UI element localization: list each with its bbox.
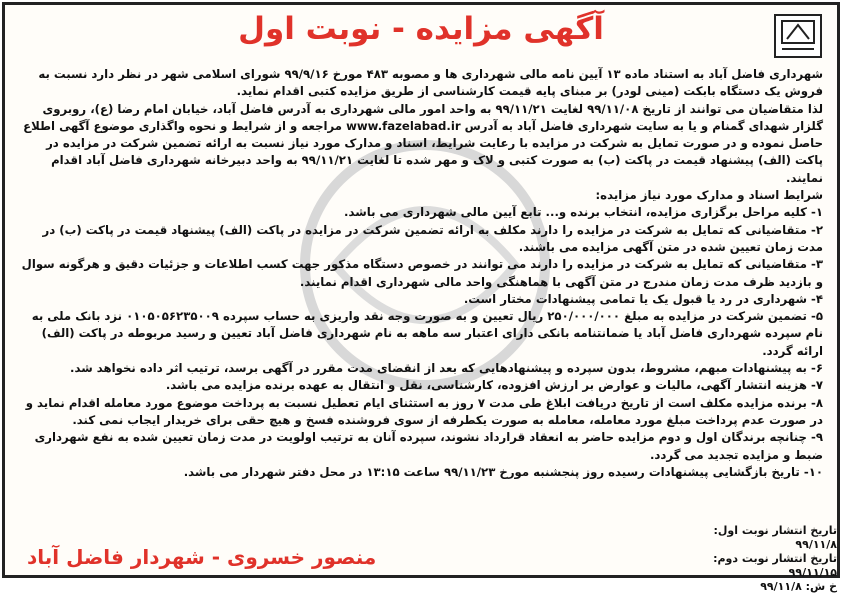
publication-code: خ ش: ۹۹/۱۱/۸	[760, 580, 837, 593]
second-publication-date: تاریخ انتشار نوبت دوم: ۹۹/۱۱/۱۵	[713, 552, 837, 579]
municipality-logo	[769, 11, 827, 61]
condition-item: ۲- متقاضیانی که تمایل به شرکت در مزایده را دارند مکلف به ارائه تضمین شرکت در مزایده در پاکت (الف) پیشنهاد قیمت در پاکت (ب) در مدت زمان تعیین شده در متن آگهی مزایده می باشند.	[42, 222, 823, 254]
condition-item: ۹- چنانچه برندگان اول و دوم مزایده حاضر به انعقاد قرارداد نشوند، سپرده آنان به ترتیب اولویت در مدت زمان تعیین شده به نفع شهرداری ضبط و مزایده تجدید می گردد.	[34, 430, 823, 462]
condition-item: ۵- تضمین شرکت در مزایده به مبلغ ۲۵۰/۰۰۰/۰۰۰ ریال تعیین و به صورت وجه نقد واریزی به حساب سپرده ۰۱۰۵۰۵۶۲۳۵۰۰۹ نزد بانک ملی به نام سپرده شهرداری فاضل آباد یا ضمانتنامه بانکی دارای اعتبار سه ماهه به نام شهرداری فاضل آباد تعیین و رسید مربوطه در پاکت (الف) ارائه گردد.	[31, 309, 823, 358]
conditions-heading: شرایط اسناد و مدارک مورد نیاز مزایده:	[595, 188, 823, 203]
first-publication-date: تاریخ انتشار نوبت اول: ۹۹/۱۱/۸	[713, 524, 837, 551]
condition-item: ۸- برنده مزایده مکلف است از تاریخ دریافت ابلاغ طی مدت ۷ روز به استثنای ایام تعطیل نسبت به پرداخت موضوع مورد معامله اقدام نماید و در صورت عدم پرداخت مبلغ مورد معامله، معامله به صورت یکطرفه از سوی فروشنده فسخ و هیچ حقی برای خریدار ایجاب نمی کند.	[25, 395, 823, 427]
condition-item: ۴- شهرداری در رد یا قبول یک یا تمامی پیشنهادات مختار است.	[463, 291, 823, 306]
condition-item: ۱۰- تاریخ بازگشایی پیشنهادات رسیده روز پنجشنبه مورخ ۹۹/۱۱/۲۳ ساعت ۱۳:۱۵ در محل دفتر شهردار می باشد.	[183, 464, 823, 479]
ad-frame	[2, 2, 840, 593]
intro-paragraph-1: شهرداری فاضل آباد به استناد ماده ۱۳ آیین نامه مالی شهرداری ها و مصوبه ۴۸۳ مورخ ۹۹/۹/۱۶ شورای اسلامی شهر در نظر دارد نسبت به فروش یک دستگاه بابکت (مینی لودر) بر مبنای پایه قیمت کارشناسی از طریق مزایده کتبی اقدام نماید.	[38, 67, 823, 99]
signature: منصور خسروی - شهردار فاضل آباد	[27, 545, 377, 569]
condition-item: ۶- به پیشنهادات مبهم، مشروط، بدون سپرده و پیشنهادهایی که بعد از انقضای مدت مقرر در آگهی برسد، ترتیب اثر داده نخواهد شد.	[70, 361, 823, 376]
ad-body	[17, 66, 823, 481]
condition-item: ۷- هزینه انتشار آگهی، مالیات و عوارض بر ارزش افزوده، کارشناسی، نقل و انتقال به عهده برنده مزایده می باشد.	[165, 378, 823, 393]
intro-paragraph-2: لذا متقاضیان می توانند از تاریخ ۹۹/۱۱/۰۸ لغایت ۹۹/۱۱/۲۱ به واحد امور مالی شهرداری به آدرس فاضل آباد، خیابان امام رضا (ع)، روبروی گلزار شهدای گمنام و یا به سایت شهرداری فاضل آباد به آدرس www.fazelabad.ir مراجعه و از شرایط و نحوه واگذاری موضوع آگهی اطلاع حاصل نموده و در صورت تمایل به شرکت در مزایده با رعایت شرایط، اسناد و مدارک مورد نیاز نسبت به ارائه تضمین شرکت در مزایده در پاکت (الف) پیشنهاد قیمت در پاکت (ب) به صورت کتبی و لاک و مهر شده تا لغایت ۹۹/۱۱/۲۱ به واحد دبیرخانه شهرداری فاضل آباد اقدام نمایند.	[23, 101, 823, 185]
ad-title: آگهی مزایده - نوبت اول	[238, 11, 604, 47]
condition-item: ۱- کلیه مراحل برگزاری مزایده، انتخاب برنده و... تابع آیین مالی شهرداری می باشد.	[344, 205, 823, 220]
condition-item: ۳- متقاضیانی که تمایل به شرکت در مزایده را دارند می توانند در خصوص دستگاه مذکور جهت کسب اطلاعات و جزئیات دقیق و هرگونه سوال و بازدید ظرف مدت زمان مندرج در متن آگهی با هماهنگی واحد مالی شهرداری اقدام نمایند.	[21, 257, 823, 289]
